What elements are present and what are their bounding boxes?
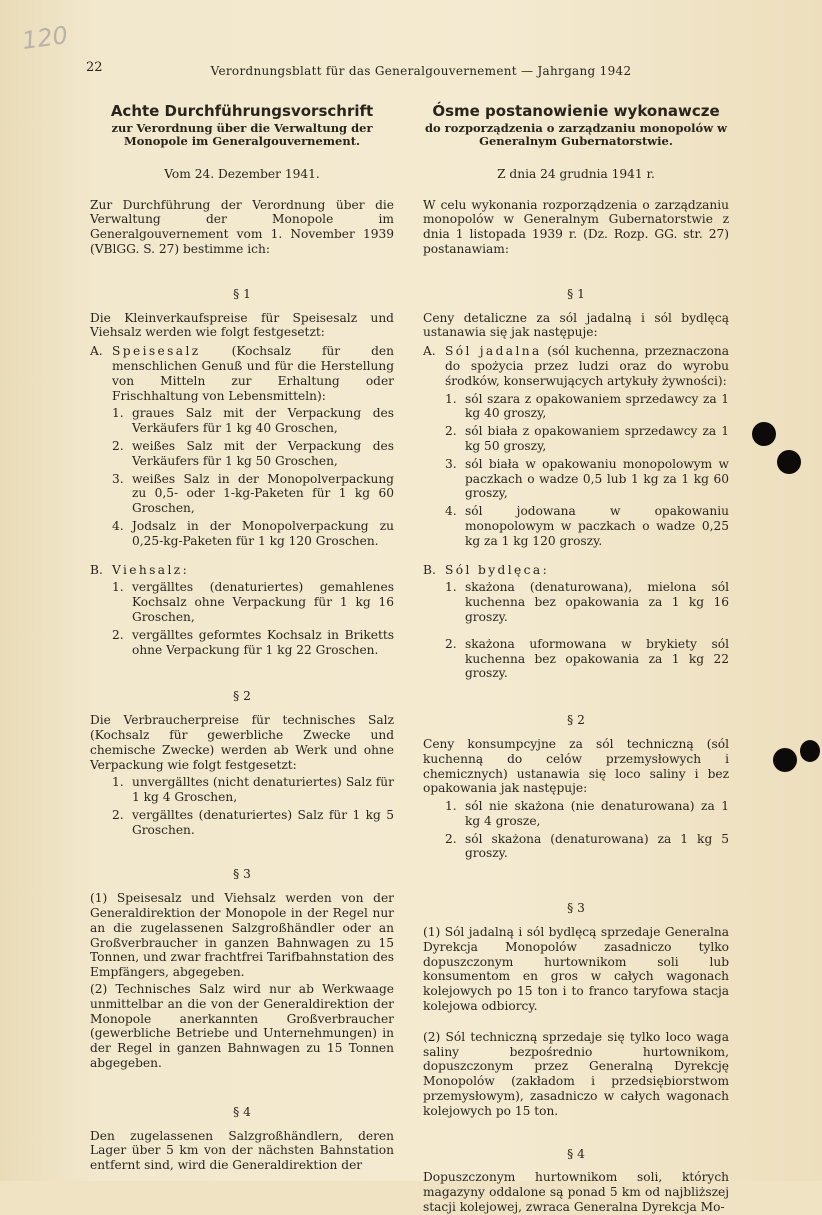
polish-section-4-heading: § 4 (567, 1146, 585, 1161)
german-subtitle: zur Verordnung über die Verwaltung der Monopole im Generalgouvernement. (111, 120, 373, 149)
german-section-4-heading: § 4 (233, 1104, 251, 1119)
polish-subtitle: do rozporządzenia o zarządzaniu monopolów w Generalnym Gubernatorstwie. (424, 120, 728, 149)
punch-hole (752, 422, 776, 446)
item-number: 1. (112, 406, 124, 421)
german-section-3-paragraph-1: (1) Speisesalz und Viehsalz werden von der Generaldirektion der Monopole in der Regel nur an die zugelassenen Salzgroßhändler oder an Großverbraucher in ganzen Bahnwagen zu 15 Tonnen, und zwar frachtfrei Tarifbahnstation des Empfängers, abgegeben. (90, 891, 394, 980)
page-number: 22 (86, 60, 103, 75)
german-preamble: Zur Durchführung der Verordnung über die Verwaltung der Monopole im Generalgouvernement vom 1. November 1939 (VBlGG. S. 27) bestimme ich: (90, 197, 394, 256)
punch-hole (800, 740, 820, 762)
group-description: : (542, 562, 547, 577)
list-item (112, 808, 394, 838)
item-number: 1. (112, 775, 124, 790)
group-letter: A. (90, 344, 103, 359)
polish-section-3-paragraph-1: (1) Sól jadalną i sól bydlęcą sprzedaje Generalna Dyrekcja Monopolów zasadniczo tylko dopuszczonym hurtownikom soli lub konsumentom en gros w całych wagonach kolejowych po 15 ton i to franco taryfowa stacja kolejowa odbiorcy. (423, 925, 729, 1014)
german-section-1-heading: § 1 (233, 286, 251, 301)
polish-section-2-intro: Ceny konsumpcyjne za sól techniczną (sól kuchenną do celów przemysłowych i chemicznych) ustanawia się loco saliny i bez opakowania jak następuje: (423, 736, 729, 796)
polish-section-1-heading: § 1 (567, 286, 585, 301)
polish-group-b-list (445, 580, 729, 681)
punch-hole (777, 450, 801, 474)
german-column (90, 100, 394, 1173)
german-group-a-list (112, 406, 394, 548)
list-item (445, 392, 729, 422)
item-text: weißes Salz mit der Verpackung des Verkäufers für 1 kg 50 Groschen, (132, 438, 394, 468)
polish-group-a-list (445, 392, 729, 549)
item-number: 3. (112, 471, 124, 486)
polish-title: Ósme postanowienie wykonawcze (432, 102, 720, 120)
list-item (112, 439, 394, 469)
item-number: 2. (445, 424, 457, 439)
polish-section-2-heading: § 2 (567, 713, 585, 728)
item-number: 4. (445, 504, 457, 519)
group-term: Viehsalz (112, 562, 183, 577)
group-letter: B. (423, 562, 436, 577)
list-item (445, 424, 729, 454)
item-text: skażona (denaturowana), mielona sól kuchenna bez opakowania za 1 kg 16 groszy. (465, 580, 729, 624)
pencil-annotation: 120 (20, 20, 70, 56)
german-section-2-heading: § 2 (233, 689, 251, 704)
item-number: 2. (445, 636, 457, 651)
list-item (112, 406, 394, 436)
item-number: 2. (112, 438, 124, 453)
group-term: Sól jadalna (445, 344, 542, 359)
list-item (112, 472, 394, 516)
list-item (445, 457, 729, 501)
item-text: vergälltes (denaturiertes) gemahlenes Kochsalz ohne Verpackung für 1 kg 16 Groschen, (132, 580, 394, 624)
german-group-a (90, 344, 394, 403)
item-text: sól szara z opakowaniem sprzedawcy za 1 kg 40 groszy, (465, 391, 729, 421)
german-group-b (90, 563, 394, 578)
german-section-3-paragraph-2: (2) Technisches Salz wird nur ab Werkwaage unmittelbar an die von der Generaldirektion der Monopole anerkannten Großverbraucher (gewerbliche Betriebe und Unternehmungen) in der Regel in ganzen Bahnwagen zu 15 Tonnen abgegeben. (90, 982, 394, 1071)
list-item (445, 832, 729, 862)
polish-section-2-list (445, 799, 729, 861)
polish-section-3-paragraph-2: (2) Sól techniczną sprzedaje się tylko loco waga saliny bezpośrednio hurtownikom, dopuszczonym przez Generalną Dyrekcję Monopolów (zakładom i przedsiębiorstwom przemysłowym), zasadniczo w całych wagonach kolejowych po 15 ton. (423, 1029, 729, 1118)
polish-section-4-paragraph-1: Dopuszczonym hurtownikom soli, których magazyny oddalone są ponad 5 km od najbliższej stacji kolejowej, zwraca Generalna Dyrekcja Mo- (423, 1170, 729, 1215)
item-number: 2. (445, 831, 457, 846)
group-letter: B. (90, 562, 103, 577)
list-item (445, 580, 729, 624)
item-number: 1. (445, 799, 457, 814)
polish-column (423, 100, 729, 1215)
list-item (445, 799, 729, 829)
polish-date: Z dnia 24 grudnia 1941 r. (497, 166, 655, 181)
item-number: 4. (112, 518, 124, 533)
item-text: skażona uformowana w brykiety sól kuchenna bez opakowania za 1 kg 22 groszy. (465, 636, 729, 681)
group-description: (Kochsalz für den menschlichen Genuß und für die Herstellung von Mitteln zur Erhaltung oder Frischhaltung von Lebensmitteln): (112, 344, 394, 403)
item-text: Jodsalz in der Monopolverpackung zu 0,25-kg-Paketen für 1 kg 120 Groschen. (132, 518, 394, 548)
list-item (445, 637, 729, 681)
group-term: Speisesalz (112, 344, 201, 359)
list-item (112, 628, 394, 658)
polish-section-1-intro: Ceny detaliczne za sól jadalną i sól bydlęcą ustanawia się jak następuje: (423, 310, 729, 340)
german-section-3-heading: § 3 (233, 867, 251, 882)
german-group-b-list (112, 580, 394, 657)
german-date: Vom 24. Dezember 1941. (164, 166, 320, 181)
item-text: graues Salz mit der Verpackung des Verkäufers für 1 kg 40 Groschen, (132, 406, 394, 436)
polish-group-b (423, 563, 729, 578)
list-item (112, 580, 394, 624)
item-number: 2. (112, 807, 124, 822)
item-text: sól nie skażona (nie denaturowana) za 1 kg 4 grosze, (465, 799, 729, 828)
german-section-1-intro: Die Kleinverkaufspreise für Speisesalz und Viehsalz werden wie folgt festgesetzt: (90, 310, 394, 340)
item-number: 1. (112, 580, 124, 595)
running-header: Verordnungsblatt für das Generalgouvernement — Jahrgang 1942 (210, 64, 632, 78)
item-text: vergälltes (denaturiertes) Salz für 1 kg 5 Groschen. (132, 807, 394, 837)
item-text: sól jodowana w opakowaniu monopolowym w paczkach o wadze 0,25 kg za 1 kg 120 groszy. (465, 504, 729, 548)
group-description: : (182, 562, 187, 577)
punch-hole (773, 748, 797, 772)
group-term: Sól bydlęca (445, 562, 543, 577)
item-number: 1. (445, 580, 457, 595)
item-text: sól biała w opakowaniu monopolowym w paczkach o wadze 0,5 lub 1 kg za 1 kg 60 groszy, (465, 456, 729, 501)
polish-group-a (423, 344, 729, 388)
list-item (112, 519, 394, 549)
list-item (445, 504, 729, 548)
group-letter: A. (423, 344, 436, 359)
group-description: (sól kuchenna, przeznaczona do spożycia przez ludzi oraz do wyrobu środków, konserwujących artykuły żywności): (445, 344, 729, 388)
item-text: sól skażona (denaturowana) za 1 kg 5 groszy. (465, 831, 729, 861)
german-section-4-paragraph-1: Den zugelassenen Salzgroßhändlern, deren Lager über 5 km von der nächsten Bahnstation entfernt sind, wird die Generaldirektion der (90, 1128, 394, 1173)
item-number: 3. (445, 456, 457, 471)
item-text: weißes Salz in der Monopolverpackung zu 0,5- oder 1-kg-Paketen für 1 kg 60 Groschen, (132, 471, 394, 516)
polish-preamble: W celu wykonania rozporządzenia o zarządzaniu monopolów w Generalnym Gubernatorstwie z dnia 1 listopada 1939 r. (Dz. Rozp. GG. str. 27) postanawiam: (423, 197, 729, 256)
item-text: sól biała z opakowaniem sprzedawcy za 1 kg 50 groszy, (465, 424, 729, 453)
polish-section-3-heading: § 3 (567, 901, 585, 916)
item-number: 1. (445, 391, 457, 406)
list-item (112, 775, 394, 805)
german-section-2-intro: Die Verbraucherpreise für technisches Salz (Kochsalz für gewerbliche Zwecke und chemische Zwecke) werden ab Werk und ohne Verpackung wie folgt festgesetzt: (90, 713, 394, 772)
german-section-2-list (112, 775, 394, 837)
item-number: 2. (112, 627, 124, 642)
item-text: unvergälltes (nicht denaturiertes) Salz für 1 kg 4 Groschen, (132, 775, 394, 805)
item-text: vergälltes geformtes Kochsalz in Briketts ohne Verpackung für 1 kg 22 Groschen. (132, 627, 394, 657)
german-title: Achte Durchführungsvorschrift (110, 102, 374, 120)
